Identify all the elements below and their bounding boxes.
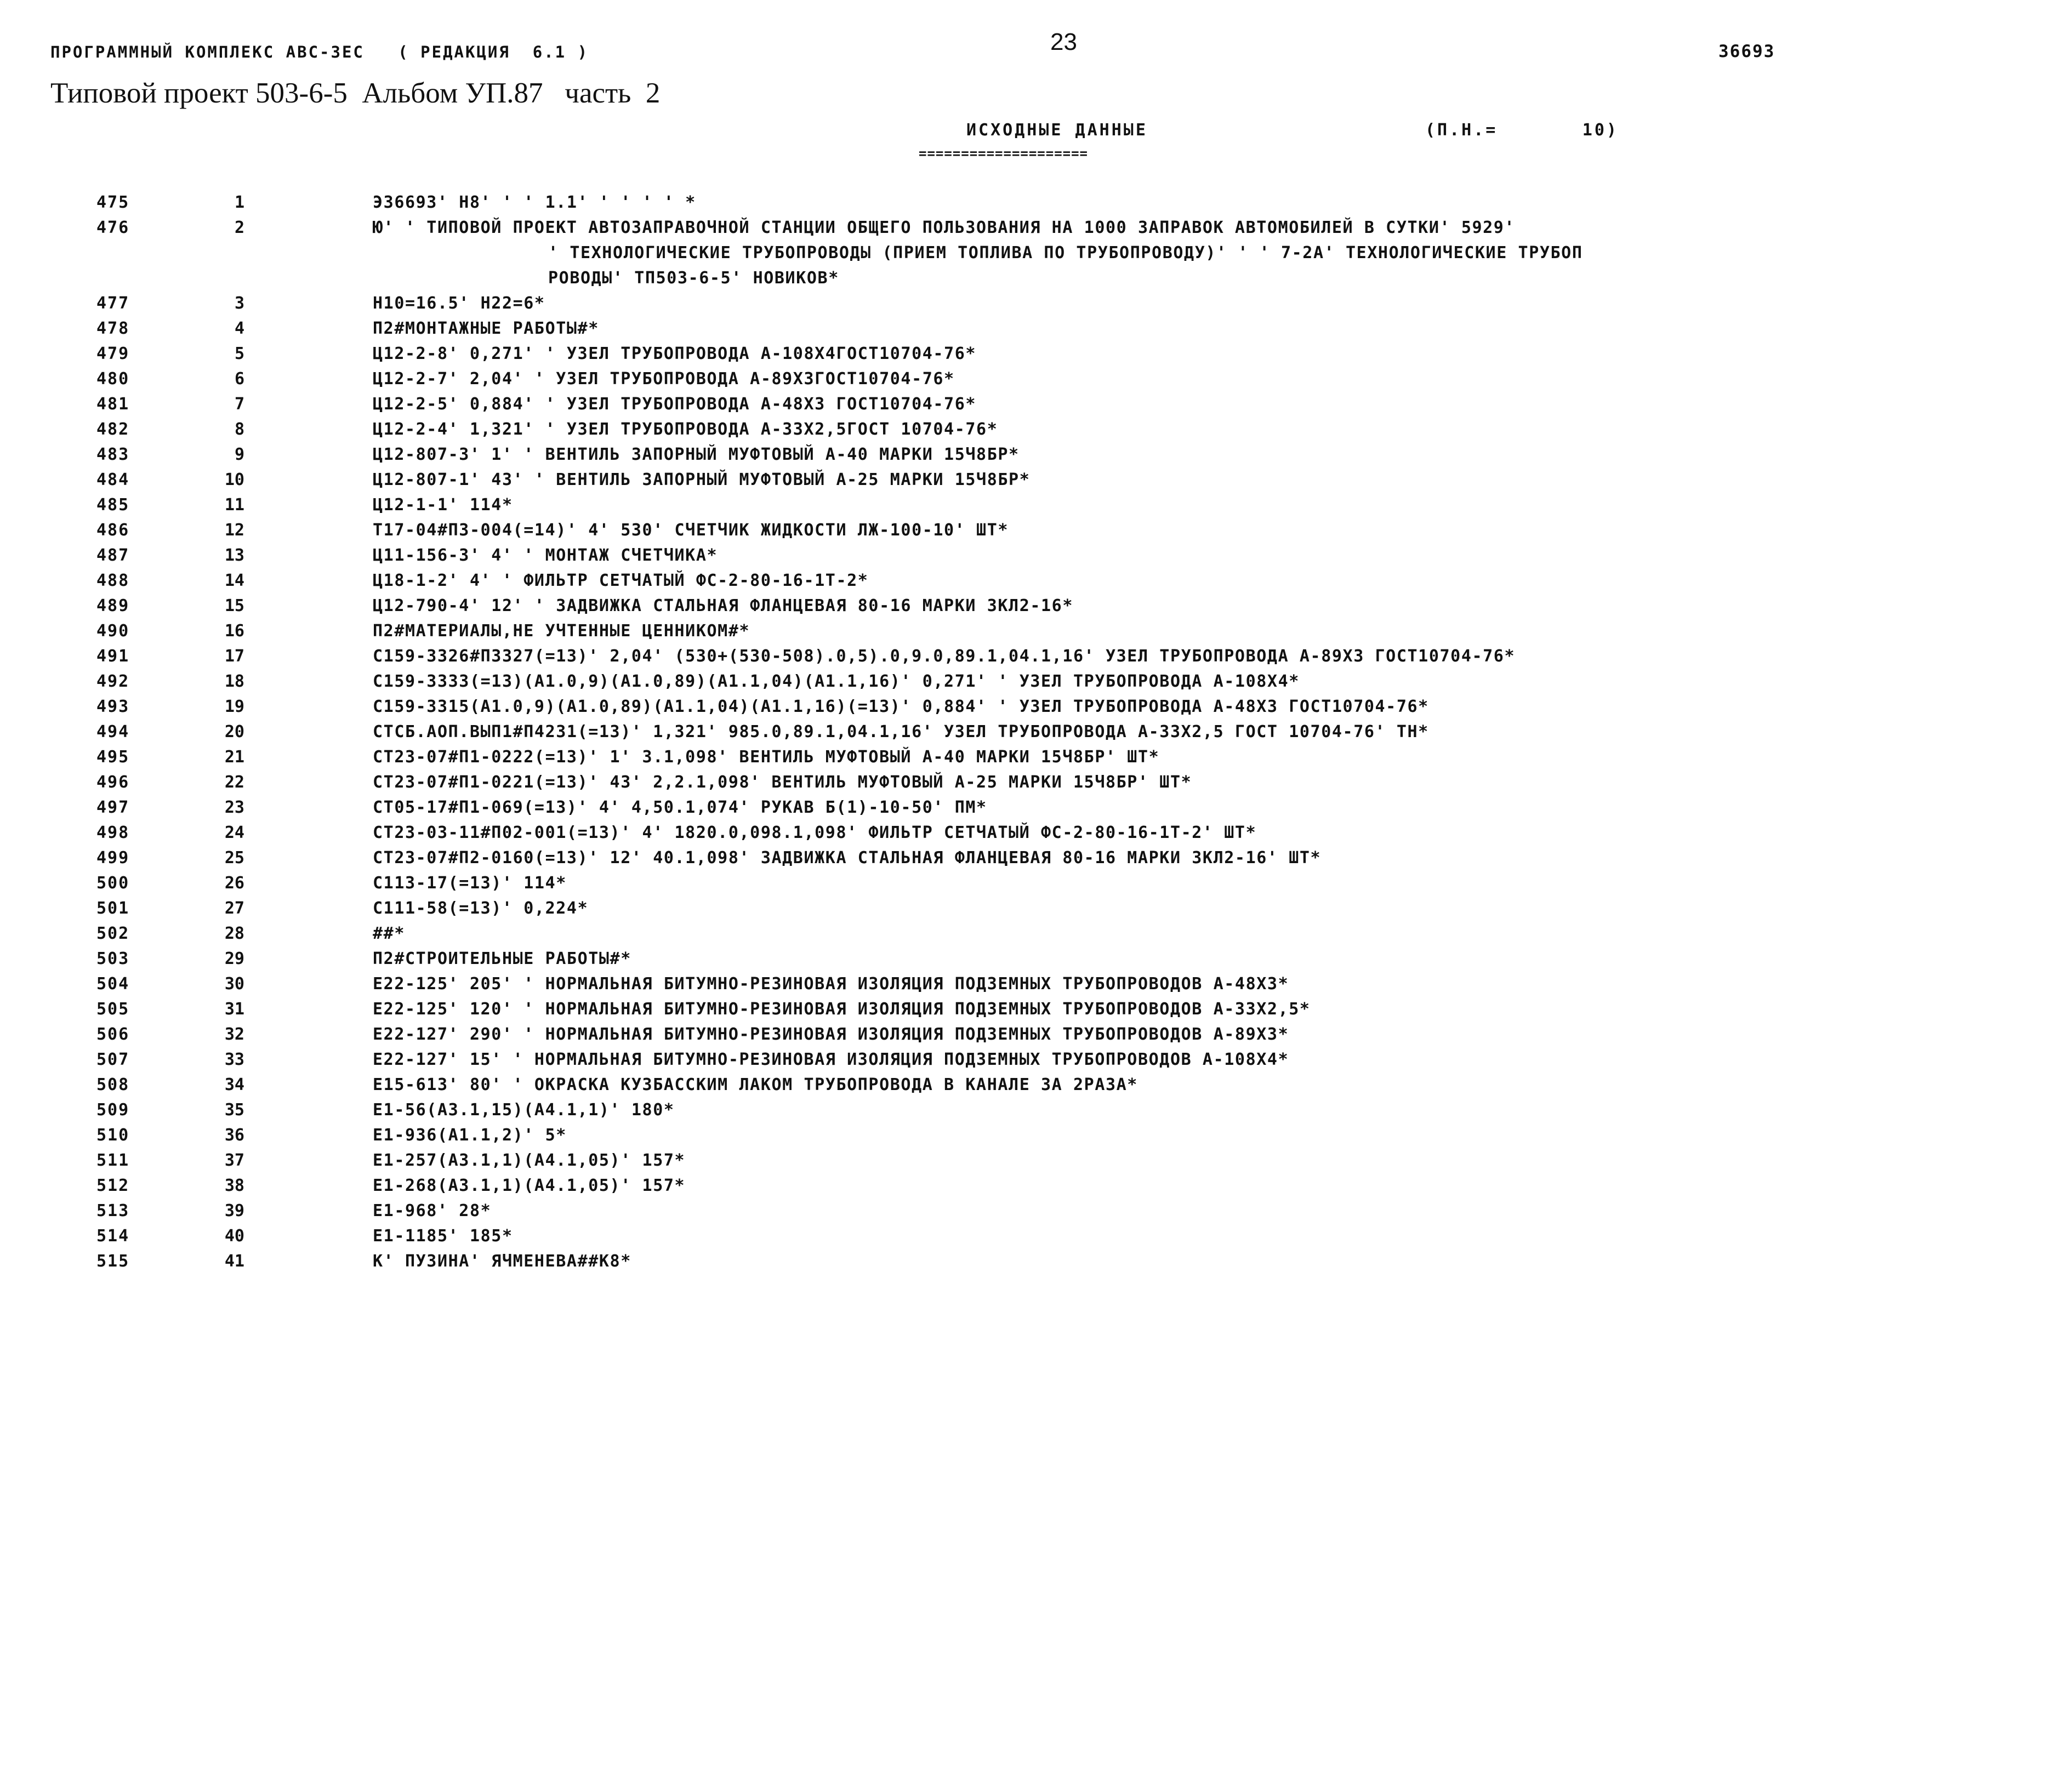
listing-row <box>0 1075 2072 1100</box>
line-index: 37 <box>224 1151 244 1170</box>
line-number: 477 <box>96 294 130 313</box>
line-index: 16 <box>224 621 244 641</box>
line-number: 504 <box>96 974 130 994</box>
line-number: 481 <box>96 395 130 414</box>
program-header: ПРОГРАММНЫЙ КОМПЛЕКС АВС-3ЕС ( РЕДАКЦИЯ 6.1 ) <box>50 43 589 61</box>
line-index: 8 <box>234 420 244 439</box>
line-text: ##* <box>373 924 405 943</box>
listing-row <box>0 722 2072 748</box>
line-text: Е22-125' 205' ' НОРМАЛЬНАЯ БИТУМНО-РЕЗИНОВАЯ ИЗОЛЯЦИЯ ПОДЗЕМНЫХ ТРУБОПРОВОДОВ А-48Х3* <box>373 974 1289 994</box>
line-text: СТ23-07#П1-0221(=13)' 43' 2,2.1,098' ВЕНТИЛЬ МУФТОВЫЙ А-25 МАРКИ 15Ч8БР' ШТ* <box>373 773 1192 792</box>
line-text: Е22-125' 120' ' НОРМАЛЬНАЯ БИТУМНО-РЕЗИНОВАЯ ИЗОЛЯЦИЯ ПОДЗЕМНЫХ ТРУБОПРОВОДОВ А-33Х2,5* <box>373 1000 1311 1019</box>
listing-row <box>0 1176 2072 1201</box>
line-text: Ю' ' ТИПОВОЙ ПРОЕКТ АВТОЗАПРАВОЧНОЙ СТАНЦИИ ОБЩЕГО ПОЛЬЗОВАНИЯ НА 1000 ЗАПРАВОК АВТОМОБИЛЕЙ В СУТКИ' 5929' <box>373 218 1516 237</box>
listing-row <box>0 874 2072 899</box>
listing-row <box>0 546 2072 571</box>
listing-row <box>0 1151 2072 1176</box>
line-text: Е22-127' 290' ' НОРМАЛЬНАЯ БИТУМНО-РЕЗИНОВАЯ ИЗОЛЯЦИЯ ПОДЗЕМНЫХ ТРУБОПРОВОДОВ А-89Х3* <box>373 1025 1289 1044</box>
listing-row <box>0 974 2072 1000</box>
line-index: 12 <box>224 521 244 540</box>
line-number: 494 <box>96 722 130 741</box>
line-continuation: ' ТЕХНОЛОГИЧЕСКИЕ ТРУБОПРОВОДЫ (ПРИЕМ ТОПЛИВА ПО ТРУБОПРОВОДУ)' ' ' 7-2А' ТЕХНОЛОГИЧЕСКИЕ ТРУБОП <box>548 243 1583 263</box>
listing-row <box>0 949 2072 974</box>
listing-row <box>0 748 2072 773</box>
section-code: (П.Н.= 10) <box>1425 121 1619 140</box>
listing-row <box>0 1100 2072 1126</box>
line-text: Ц18-1-2' 4' ' ФИЛЬТР СЕТЧАТЫЙ ФС-2-80-16-1Т-2* <box>373 571 869 590</box>
section-title-underline: ==================== <box>919 146 1088 161</box>
line-index: 27 <box>224 899 244 918</box>
listing-row <box>0 1025 2072 1050</box>
line-text: Е1-268(А3.1,1)(А4.1,05)' 157* <box>373 1176 686 1195</box>
line-index: 3 <box>234 294 244 313</box>
line-index: 23 <box>224 798 244 817</box>
line-index: 38 <box>224 1176 244 1195</box>
line-number: 491 <box>96 647 130 666</box>
line-text: Е1-1185' 185* <box>373 1226 513 1246</box>
line-number: 484 <box>96 470 130 489</box>
section-title: ИСХОДНЫЕ ДАННЫЕ <box>966 121 1148 140</box>
line-number: 511 <box>96 1151 130 1170</box>
line-index: 6 <box>234 369 244 389</box>
line-number: 498 <box>96 823 130 842</box>
line-number: 495 <box>96 748 130 767</box>
listing-row <box>0 1050 2072 1075</box>
line-index: 30 <box>224 974 244 994</box>
line-number: 499 <box>96 848 130 868</box>
line-number: 485 <box>96 495 130 515</box>
line-index: 18 <box>224 672 244 691</box>
line-index: 25 <box>224 848 244 868</box>
line-index: 29 <box>224 949 244 968</box>
line-text: Е15-613' 80' ' ОКРАСКА КУЗБАССКИМ ЛАКОМ ТРУБОПРОВОДА В КАНАЛЕ ЗА 2РАЗА* <box>373 1075 1138 1094</box>
line-index: 1 <box>234 193 244 212</box>
listing-row <box>0 773 2072 798</box>
line-text: П2#МАТЕРИАЛЫ,НЕ УЧТЕННЫЕ ЦЕННИКОМ#* <box>373 621 750 641</box>
line-text: Ц12-807-1' 43' ' ВЕНТИЛЬ ЗАПОРНЫЙ МУФТОВЫЙ А-25 МАРКИ 15Ч8БР* <box>373 470 1031 489</box>
line-number: 488 <box>96 571 130 590</box>
line-number: 493 <box>96 697 130 716</box>
line-index: 17 <box>224 647 244 666</box>
line-number: 486 <box>96 521 130 540</box>
listing-row <box>0 319 2072 344</box>
listing-row <box>0 672 2072 697</box>
listing-row <box>0 647 2072 672</box>
line-text: Н10=16.5' Н22=6* <box>373 294 545 313</box>
line-number: 515 <box>96 1252 130 1271</box>
line-text: П2#МОНТАЖНЫЕ РАБОТЫ#* <box>373 319 599 338</box>
line-index: 32 <box>224 1025 244 1044</box>
line-index: 28 <box>224 924 244 943</box>
line-index: 2 <box>234 218 244 237</box>
line-number: 507 <box>96 1050 130 1069</box>
listing-row <box>0 924 2072 949</box>
line-index: 31 <box>224 1000 244 1019</box>
line-number: 489 <box>96 596 130 615</box>
line-index: 33 <box>224 1050 244 1069</box>
line-number: 502 <box>96 924 130 943</box>
line-number: 492 <box>96 672 130 691</box>
line-number: 487 <box>96 546 130 565</box>
listing-row <box>0 294 2072 319</box>
listing-row <box>0 1252 2072 1277</box>
listing-row <box>0 269 2072 294</box>
line-number: 482 <box>96 420 130 439</box>
line-index: 26 <box>224 874 244 893</box>
line-text: Е1-968' 28* <box>373 1201 492 1220</box>
line-index: 15 <box>224 596 244 615</box>
listing-row <box>0 697 2072 722</box>
line-text: Ц12-807-3' 1' ' ВЕНТИЛЬ ЗАПОРНЫЙ МУФТОВЫЙ А-40 МАРКИ 15Ч8БР* <box>373 445 1020 464</box>
listing-row <box>0 369 2072 395</box>
line-number: 480 <box>96 369 130 389</box>
listing-row <box>0 1000 2072 1025</box>
line-index: 4 <box>234 319 244 338</box>
listing-row <box>0 470 2072 495</box>
line-text: С111-58(=13)' 0,224* <box>373 899 589 918</box>
line-number: 512 <box>96 1176 130 1195</box>
page-number: 23 <box>1050 28 1077 55</box>
line-number: 478 <box>96 319 130 338</box>
listing-row <box>0 1226 2072 1252</box>
line-text: СТ05-17#П1-069(=13)' 4' 4,50.1,074' РУКАВ Б(1)-10-50' ПМ* <box>373 798 987 817</box>
line-number: 514 <box>96 1226 130 1246</box>
listing-row <box>0 1126 2072 1151</box>
line-index: 13 <box>224 546 244 565</box>
line-number: 479 <box>96 344 130 363</box>
line-text: Ц12-2-4' 1,321' ' УЗЕЛ ТРУБОПРОВОДА А-33Х2,5ГОСТ 10704-76* <box>373 420 998 439</box>
line-text: С159-3333(=13)(А1.0,9)(А1.0,89)(А1.1,04)(А1.1,16)' 0,271' ' УЗЕЛ ТРУБОПРОВОДА А-108Х4* <box>373 672 1300 691</box>
line-number: 496 <box>96 773 130 792</box>
line-index: 14 <box>224 571 244 590</box>
line-text: Ц12-2-7' 2,04' ' УЗЕЛ ТРУБОПРОВОДА А-89Х3ГОСТ10704-76* <box>373 369 955 389</box>
listing-row <box>0 395 2072 420</box>
line-number: 506 <box>96 1025 130 1044</box>
line-number: 490 <box>96 621 130 641</box>
line-text: Е1-936(А1.1,2)' 5* <box>373 1126 567 1145</box>
line-number: 501 <box>96 899 130 918</box>
line-index: 39 <box>224 1201 244 1220</box>
line-text: СТ23-07#П1-0222(=13)' 1' 3.1,098' ВЕНТИЛЬ МУФТОВЫЙ А-40 МАРКИ 15Ч8БР' ШТ* <box>373 748 1160 767</box>
line-continuation: РОВОДЫ' ТП503-6-5' НОВИКОВ* <box>548 269 839 288</box>
line-text: Ц12-1-1' 114* <box>373 495 513 515</box>
line-number: 483 <box>96 445 130 464</box>
listing-row <box>0 193 2072 218</box>
listing-row <box>0 621 2072 647</box>
listing-row <box>0 243 2072 269</box>
line-text: С113-17(=13)' 114* <box>373 874 567 893</box>
line-text: СТ23-07#П2-0160(=13)' 12' 40.1,098' ЗАДВИЖКА СТАЛЬНАЯ ФЛАНЦЕВАЯ 80-16 МАРКИ ЗКЛ2-16' ШТ* <box>373 848 1322 868</box>
line-index: 5 <box>234 344 244 363</box>
line-index: 11 <box>224 495 244 515</box>
listing-row <box>0 420 2072 445</box>
line-index: 35 <box>224 1100 244 1120</box>
listing-row <box>0 495 2072 521</box>
line-index: 22 <box>224 773 244 792</box>
line-index: 10 <box>224 470 244 489</box>
line-index: 24 <box>224 823 244 842</box>
listing-row <box>0 899 2072 924</box>
line-text: К' ПУЗИНА' ЯЧМЕНЕВА##К8* <box>373 1252 631 1271</box>
document-code: 36693 <box>1718 42 1775 61</box>
listing-row <box>0 596 2072 621</box>
line-text: Ц12-790-4' 12' ' ЗАДВИЖКА СТАЛЬНАЯ ФЛАНЦЕВАЯ 80-16 МАРКИ ЗКЛ2-16* <box>373 596 1073 615</box>
line-index: 34 <box>224 1075 244 1094</box>
line-number: 510 <box>96 1126 130 1145</box>
line-index: 19 <box>224 697 244 716</box>
line-number: 500 <box>96 874 130 893</box>
line-text: П2#СТРОИТЕЛЬНЫЕ РАБОТЫ#* <box>373 949 631 968</box>
line-number: 475 <box>96 193 130 212</box>
listing-row <box>0 1201 2072 1226</box>
line-number: 503 <box>96 949 130 968</box>
line-number: 497 <box>96 798 130 817</box>
line-text: Ц12-2-8' 0,271' ' УЗЕЛ ТРУБОПРОВОДА А-108Х4ГОСТ10704-76* <box>373 344 977 363</box>
line-index: 7 <box>234 395 244 414</box>
listing-row <box>0 571 2072 596</box>
listing-row <box>0 798 2072 823</box>
line-number: 476 <box>96 218 130 237</box>
line-index: 41 <box>224 1252 244 1271</box>
listing-row <box>0 521 2072 546</box>
line-number: 509 <box>96 1100 130 1120</box>
line-index: 20 <box>224 722 244 741</box>
line-text: Е1-56(А3.1,15)(А4.1,1)' 180* <box>373 1100 675 1120</box>
line-text: СТСБ.АОП.ВЫП1#П4231(=13)' 1,321' 985.0,89.1,04.1,16' УЗЕЛ ТРУБОПРОВОДА А-33Х2,5 ГОСТ 10704-76' ТН* <box>373 722 1429 741</box>
line-text: Е1-257(А3.1,1)(А4.1,05)' 157* <box>373 1151 686 1170</box>
line-text: Ц12-2-5' 0,884' ' УЗЕЛ ТРУБОПРОВОДА А-48Х3 ГОСТ10704-76* <box>373 395 977 414</box>
line-index: 21 <box>224 748 244 767</box>
line-text: СТ23-03-11#П02-001(=13)' 4' 1820.0,098.1,098' ФИЛЬТР СЕТЧАТЫЙ ФС-2-80-16-1Т-2' ШТ* <box>373 823 1257 842</box>
line-index: 40 <box>224 1226 244 1246</box>
line-number: 505 <box>96 1000 130 1019</box>
listing-row <box>0 445 2072 470</box>
listing-row <box>0 848 2072 874</box>
line-text: Е22-127' 15' ' НОРМАЛЬНАЯ БИТУМНО-РЕЗИНОВАЯ ИЗОЛЯЦИЯ ПОДЗЕМНЫХ ТРУБОПРОВОДОВ А-108Х4* <box>373 1050 1289 1069</box>
line-number: 513 <box>96 1201 130 1220</box>
line-text: С159-3315(А1.0,9)(А1.0,89)(А1.1,04)(А1.1,16)(=13)' 0,884' ' УЗЕЛ ТРУБОПРОВОДА А-48Х3 ГОСТ10704-76* <box>373 697 1429 716</box>
project-title: Типовой проект 503-6-5 Альбом УП.87 часть 2 <box>50 77 661 109</box>
line-index: 36 <box>224 1126 244 1145</box>
line-number: 508 <box>96 1075 130 1094</box>
line-text: Ц11-156-3' 4' ' МОНТАЖ СЧЕТЧИКА* <box>373 546 718 565</box>
data-listing <box>0 193 2072 1277</box>
listing-row <box>0 823 2072 848</box>
listing-row <box>0 344 2072 369</box>
line-text: Т17-04#П3-004(=14)' 4' 530' СЧЕТЧИК ЖИДКОСТИ ЛЖ-100-10' ШТ* <box>373 521 1009 540</box>
line-index: 9 <box>234 445 244 464</box>
listing-row <box>0 218 2072 243</box>
line-text: С159-3326#П3327(=13)' 2,04' (530+(530-508).0,5).0,9.0,89.1,04.1,16' УЗЕЛ ТРУБОПРОВОДА А-89Х3 ГОСТ10704-76* <box>373 647 1516 666</box>
line-text: Э36693' Н8' ' ' 1.1' ' ' ' ' * <box>373 193 696 212</box>
